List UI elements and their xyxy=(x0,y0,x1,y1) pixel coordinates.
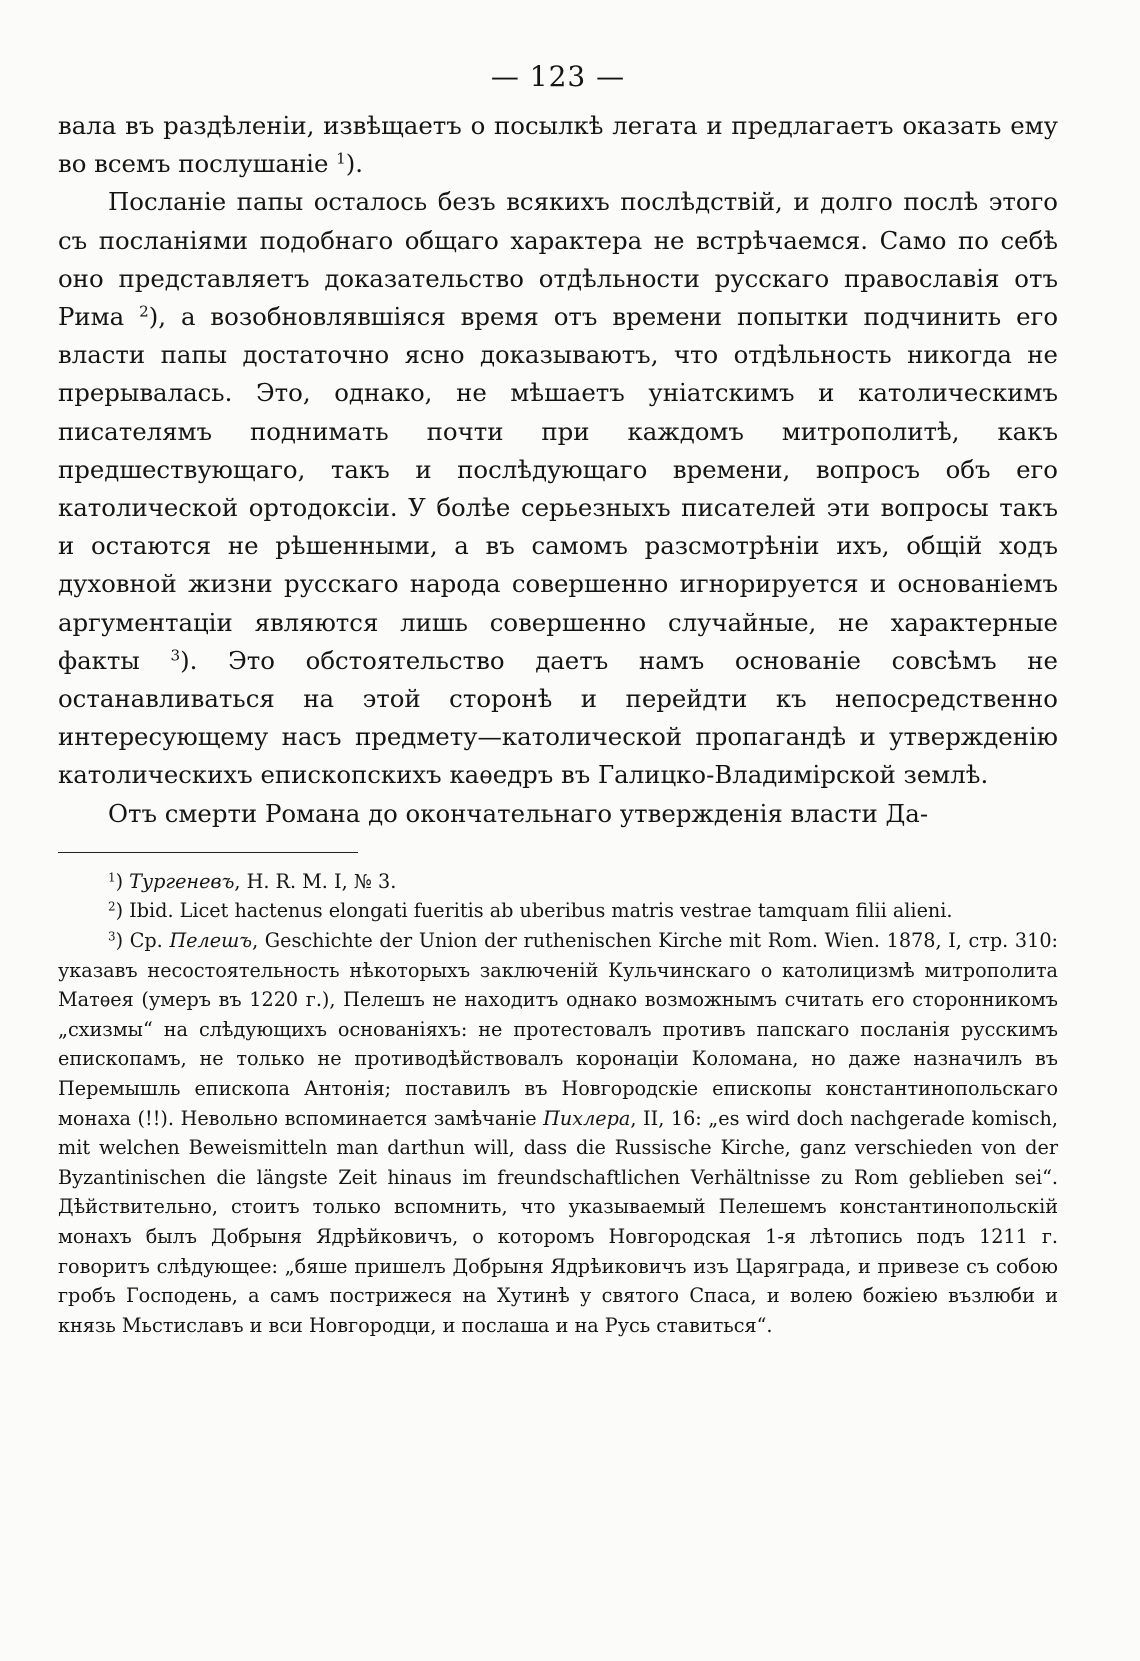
footnote-1: $^1$) Тургеневъ, H. R. M. I, № 3. xyxy=(108,869,397,893)
footnote-marker-1: 1 xyxy=(108,870,116,885)
footnote-marker-2: 2 xyxy=(108,899,116,914)
footnote-author-turgenev: Тургеневъ xyxy=(129,869,235,893)
footnote-marker-3: 3 xyxy=(108,929,116,944)
footnote-ref-2[interactable]: 2 xyxy=(139,302,149,321)
page-number: — 123 — xyxy=(490,60,626,93)
footnote-author-pichler: Пихлера xyxy=(543,1106,631,1130)
footnote-ref-3[interactable]: 3 xyxy=(170,646,181,665)
footnote-divider xyxy=(58,852,358,853)
footnote-3: $^3$) Ср. Пелешъ, Geschichte der Union der ruthenischen Kirche mit Rom. Wien. 1878, I, стр. 310: указавъ несостоятельность нѣкоторыхъ заключеній Кульчинскаго о католицизмѣ митрополита Матѳея (умеръ въ 1220 г.), Пелешъ не находитъ однако возможнымъ считать его сторонникомъ „схизмы“ на слѣдующихъ основаніяхъ: не протестовалъ противъ папскаго посланія русскимъ епископамъ, не только не противодѣйствовалъ коронаціи Коломана, но даже назначилъ въ Перемышль епископа Антонія; поставилъ въ Новгородскіе епископы константинопольскаго монаха (!!). Невольно вспоминается замѣчаніе Пихлера, II, 16: „es wird doch nachgerade komisch, mit welchen Beweismitteln man darthun will, dass die Russische Kirche, ganz verschieden von der Byzantinischen die längste Zeit hinaus im freundschaftlichen Verhältnisse zu Rom geblieben sei“. Дѣйствительно, стоитъ только вспомнить, что указываемый Пелешемъ константинопольскій монахъ былъ Добрыня Ядрѣйковичъ, о которомъ Новгородская 1-я лѣтопись подъ 1211 г. говоритъ слѣдующее: „бяше пришелъ Добрыня Ядрѣиковичъ изъ Царяграда, и привезе съ собою гробъ Господень, а самъ пострижеся на Хутинѣ у святого Спаса, и волею божіею възлюби и князь Мьстиславъ и вси Новгородци, и послаша и на Русь ставиться“. xyxy=(58,929,1059,1337)
footnote-ref-1[interactable]: 1 xyxy=(336,149,346,168)
book-page xyxy=(58,60,1058,1340)
paragraph-roman-death: Отъ смерти Романа до окончательнаго утвержденія власти Да- xyxy=(108,798,929,828)
footnote-2: $^2$) Ibid. Licet hactenus elongati fueritis ab uberibus matris vestrae tamquam filii alieni. xyxy=(108,899,953,923)
footnotes xyxy=(58,867,1058,1341)
paragraph-papal-letter: Посланіе папы осталось безъ всякихъ послѣдствій, и долго послѣ этого съ посланіями подобнаго общаго характера не встрѣчаемся. Само по себѣ оно представляетъ доказательство отдѣльности русскаго православія отъ Рима $^2$), а возобновлявшіяся время отъ времени попытки подчинить его власти папы достаточно ясно доказываютъ, что отдѣльность никогда не прерывалась. Это, однако, не мѣшаетъ уніатскимъ и католическимъ писателямъ поднимать почти при каждомъ митрополитѣ, какъ предшествующаго, такъ и послѣдующаго времени, вопросъ объ его католической ортодоксіи. У болѣе серьезныхъ писателей эти вопросы такъ и остаются не рѣшенными, а въ самомъ разсмотрѣніи ихъ, общій ходъ духовной жизни русскаго народа совершенно игнорируется и основаніемъ аргументаціи являются лишь совершенно случайные, не характерные факты $^3$). Это обстоятельство даетъ намъ основаніе совсѣмъ не останавливаться на этой сторонѣ и перейдти къ непосредственно интересующему насъ предмету—католической пропагандѣ и утвержденію католическихъ епископскихъ каѳедръ въ Галицко-Владимірской землѣ. xyxy=(58,187,1059,790)
paragraph-continuation: вала въ раздѣленіи, извѣщаетъ о посылкѣ легата и предлагаетъ оказать ему во всемъ послушаніе $^1$). xyxy=(58,111,1058,179)
main-text xyxy=(58,107,1058,833)
footnote-author-pelesh: Пелешъ xyxy=(169,929,253,953)
